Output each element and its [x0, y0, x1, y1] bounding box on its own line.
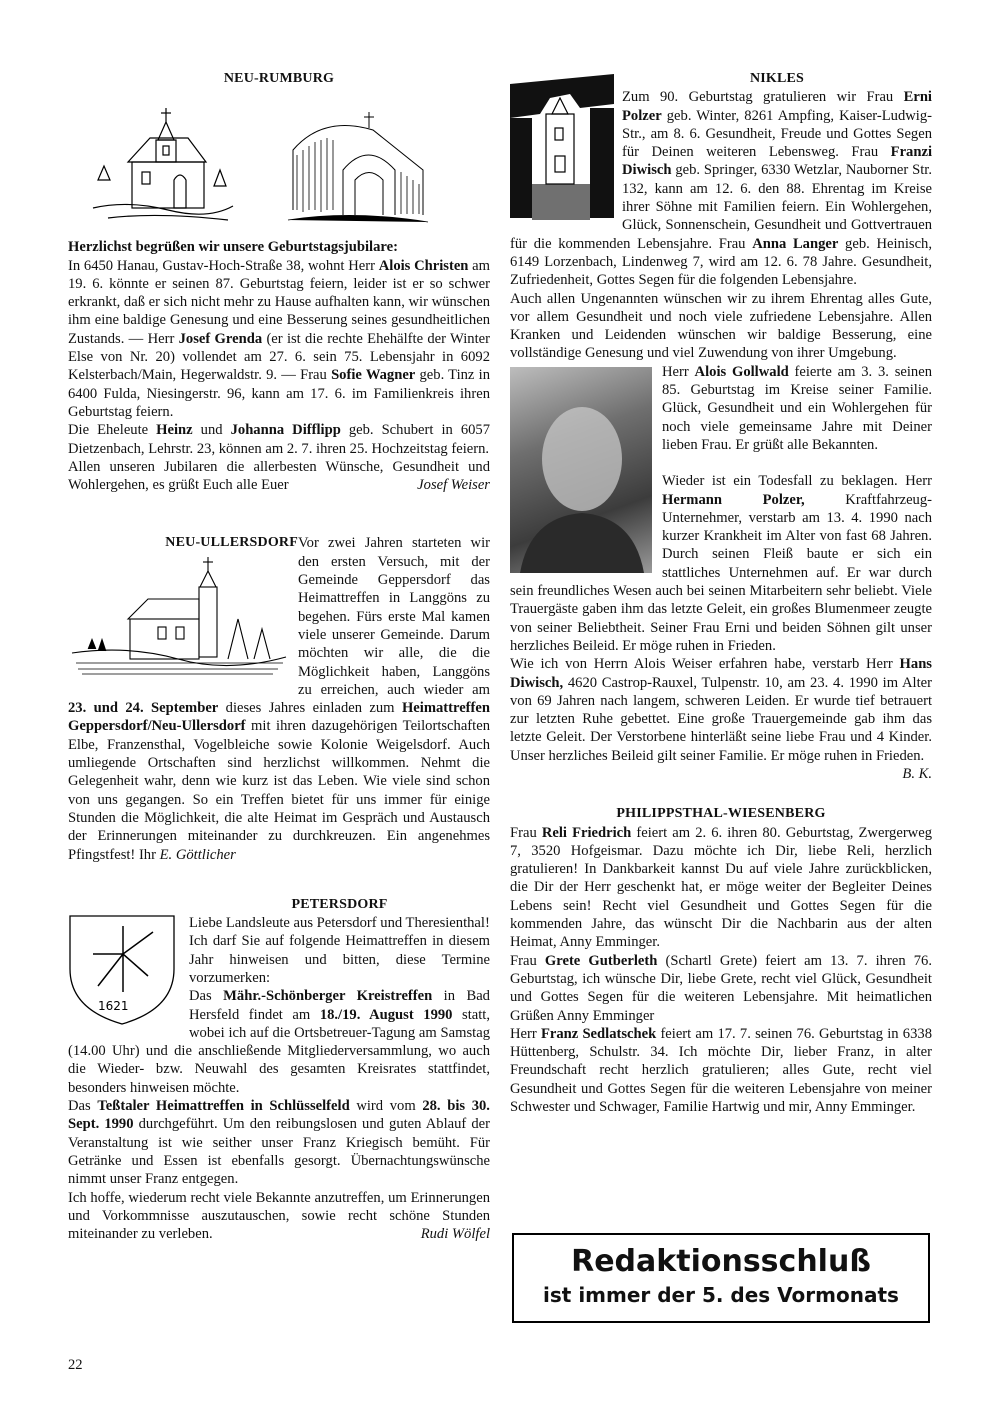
paragraph: Allen unseren Jubilaren die allerbesten Wünsche, Gesundheit und Wohlergehen, es grüßt Euch alle Euer Josef Weiser [68, 458, 490, 494]
coat-of-arms [68, 914, 183, 1029]
portrait-icon [510, 367, 652, 573]
paragraph: Vor zwei Jahren starteten wir den ersten Versuch, mit der Gemeinde Geppersdorf das Heimattreffen in Langgöns zu begehen. Fürs erste Mal kamen viele unserer Gemeinde. Darum möchten wir alle, die die Möglichkeit haben, Langgöns zu erreichen, auch wieder am 23. und 24. September dieses Jahres einladen zum Heimattreffen Geppersdorf/Neu-Ullersdorf mit ihren dazugehörigen Teilortschaften Elbe, Franzensthal, Vogelbleiche sowie Kolonie Weigelsdorf. Auch umliegende Ortschaften sind herzlichst willkommen. Nehmt die Gelegenheit wahr, denn wie kurz ist das Leben. Wie viele sind schon von uns gegangen. So ein Treffen bietet für uns immer für einige Stunden die Möglichkeit, die alte Heimat im Gespräch und Austausch der Erinnerungen miteinander zu durchkreuzen. Ein angenehmes Pfingstfest! Ihr E. Göttlicher [68, 535, 490, 863]
crest-year: 1621 [98, 998, 129, 1013]
portrait-photo [510, 367, 652, 573]
article-nikles [510, 70, 932, 783]
heading-nikles: NIKLES [749, 71, 805, 86]
village-church-drawing-icon [68, 553, 288, 678]
paragraph: Ich darf Sie auf folgende Heimattreffen in diesem Jahr hinweisen und bitten, diese Termine vorzumerken: [189, 933, 490, 986]
signature: B. K. [902, 765, 932, 782]
signature: Josef Weiser [417, 477, 490, 494]
chapel-drawing-icon [88, 100, 238, 228]
paragraph: Liebe Landsleute aus Petersdorf und Theresienthal! [189, 915, 490, 932]
paragraph: Ich hoffe, wiederum recht viele Bekannte anzutreffen, um Erinnerungen und Vorkommnisse auszutauschen, sowie recht schöne Stunden miteinander zu verleben. Rudi Wölfel [68, 1189, 490, 1243]
signature: Rudi Wölfel [420, 1226, 490, 1243]
heading-neu-ullersdorf: NEU-ULLERSDORF [165, 535, 298, 551]
church-illustration [68, 534, 298, 684]
paragraph: Auch allen Ungenannten wünschen wir zu ihrem Ehrentag alles Gute, vor allem Gesundheit und noch viele zufriedene Lebensjahre. Allen Kranken und Leidenden wünschen wir baldige Besserung, eine vollständige Genesung und viel Zuwendung von ihrer Umgebung. [510, 290, 932, 362]
deadline-notice-box [512, 1233, 930, 1323]
right-column [510, 70, 932, 1116]
paragraph: Zum 90. Geburtstag gratulieren wir Frau Erni Polzer geb. Winter, 8261 Ampfing, Kaiser-Ludwig-Str., am 8. 6. Gesundheit, Freude und Gottes Segen für Deinen weiteren Lebensweg. Frau Franzi Diwisch geb. Springer, 6330 Wetzlar, Nauborner Str. 132, kann am 12. 6. den 88. Ehrentag im Kreise ihrer Söhne mit Familien feiern. Ein Wohlergehen, Glück, Sonnenschein, Gesundheit und Gottvertrauen für die kommenden Lebensjahre. Frau Anna Langer geb. Heinisch, 6149 Lorzenbach, Lindenweg 7, wird am 12. 6. 78 Jahre. Gesundheit, Zufriedenheit, Gottes Segen für die folgenden Lebensjahre. [510, 89, 932, 289]
article-neu-rumburg [68, 70, 490, 494]
notice-title: Redaktionsschluß [571, 1244, 871, 1279]
article-philippsthal-wiesenberg [510, 805, 932, 1116]
heading-neu-rumburg: NEU-RUMBURG [223, 71, 335, 86]
chapel-woodcut-icon [510, 74, 614, 220]
shrine-drawing-icon [283, 110, 433, 228]
paragraph: Frau Grete Gutberleth (Schartl Grete) feiert am 13. 7. ihren 76. Geburtstag, ich wünsche Dir, liebe Grete, recht viel Glück, Gesundheit und Gottes Segen für die weiteren Lebensjahre. Mit heimatlichen Grüßen Anny Emminger [510, 952, 932, 1024]
page-number: 22 [68, 1357, 83, 1373]
nikles-illustration [510, 74, 616, 224]
left-column [68, 70, 490, 1243]
paragraph: Wie ich von Herrn Alois Weiser erfahren habe, verstarb Herr Hans Diwisch, 4620 Castrop-Rauxel, Tulpenstr. 10, am 23. 4. 1990 im Alter von 69 Jahren nach langem, schweren Leiden. Er wurde tief betrauert zur letzten Ruhe gebettet. Eine große Trauergemeinde gab ihm das letzte Geleit. Der Verstorbene hinterläßt seine liebe Frau und 4 Kinder. Unser herzliches Beileid gilt seiner Familie. Er möge ruhen in Frieden. B. K. [510, 656, 932, 782]
article-petersdorf [68, 896, 490, 1244]
paragraph: Herr Franz Sedlatschek feiert am 17. 7. seinen 76. Geburtstag in 6338 Hüttenberg, Schulstr. 34. Ich möchte Dir, lieber Franz, in alter Freundschaft recht herzlich gratulieren; alles Gute, recht viel Gesundheit und Gottes Segen für die weiteren Lebensjahre von meiner Schwester und Schwager, Familie Hartwig und mir, Anny Emminger. [510, 1025, 932, 1116]
notice-subtitle: ist immer der 5. des Vormonats [543, 1283, 899, 1307]
crest-shield-icon [68, 914, 178, 1026]
intro-neu-rumburg: Herzlichst begrüßen wir unsere Geburtstagsjubilare: [68, 239, 398, 256]
paragraph: In 6450 Hanau, Gustav-Hoch-Straße 38, wohnt Herr Alois Christen am 19. 6. könnte er seinen 87. Geburtstag feiern, leider ist er so schwer erkrankt, daß er sich nicht mehr zu Hause aufhalten kann, wir wünschen ihm eine baldige Genesung und eine Besserung seines gesundheitlichen Zustands. — Herr Josef Grenda (er ist die rechte Ehehälfte der Winter Else von Nr. 20) vollendet am 27. 6. sein 75. Lebensjahr in 6092 Kelsterbach/Main, Hegerwaldstr. 9. — Frau Sofie Wagner geb. Tinz in 6400 Fulda, Niesingerstr. 96, kann am 17. 6. im Familienkreis ihren Geburtstag feiern. [68, 257, 491, 420]
illustrations-neu-rumburg [68, 88, 490, 238]
paragraph: Die Eheleute Heinz und Johanna Difflipp geb. Schubert in 6057 Dietzenbach, Lehrstr. 23, können am 2. 7. ihren 25. Hochzeitstag feiern. [68, 422, 491, 457]
paragraph: Das Mähr.-Schönberger Kreistreffen in Bad Hersfeld findet am 18./19. August 1990 statt, wobei ich auf die Ortsbetreuer-Tagung am Samstag (14.00 Uhr) und die anschließende Mitgliederversammlung, wo auch die Wieder- bzw. Neuwahl des gesamten Kreisrates stattfindet, besonders hinweisen möchte. [68, 988, 491, 1096]
paragraph: Frau Reli Friedrich feiert am 2. 6. ihren 80. Geburtstag, Zwergerweg 7, 3520 Hofgeismar. Dazu möchte ich Dir, liebe Reli, herzlich gratulieren! In Dankbarkeit kannst Du auf viele Jahre zurückblicken, die Dir der Herr geschenkt hat, er möge weiter der Begleiter Deines Lebens sein! Recht viel Gesundheit und Gottes Segen für die kommenden Jahre, das wünscht Dir die Nachbarin aus der alten Heimat, Anny Emminger. [510, 824, 932, 951]
heading-petersdorf: PETERSDORF [291, 896, 388, 912]
paragraph: Wieder ist ein Todesfall zu beklagen. Herr Hermann Polzer, Kraftfahrzeug-Unternehmer, verstarb am 13. 4. 1990 nach kurzer Krankheit im Alter von fast 68 Jahren. Durch seinen Fleiß baute er sich ein stattliches Unternehmen auf. Er war durch sein freundliches Wesen auch bei seinen Mitarbeitern sehr beliebt. Viele Trauergäste gaben ihm das letzte Geleit, ein großes Blumenmeer zeugte von seiner Beliebtheit. Seiner Frau Erni und beiden Söhnen gilt unser herzliches Beileid. Er möge ruhen in Frieden. [510, 473, 932, 654]
heading-philippsthal-wiesenberg: PHILIPPSTHAL-WIESENBERG [616, 806, 826, 822]
article-neu-ullersdorf [68, 534, 490, 863]
signature: E. Göttlicher [159, 846, 236, 863]
paragraph: Das Teßtaler Heimattreffen in Schlüsselfeld wird vom 28. bis 30. Sept. 1990 durchgeführt. Um den reibungslosen und guten Ablauf der Veranstaltung ist wie seither unser Franz Kriegisch bemüht. Für Getränke und Essen ist ebenfalls gesorgt. Übernachtungswünsche nimmt unser Franz entgegen. [68, 1098, 490, 1188]
paragraph: Herr Alois Gollwald feierte am 3. 3. seinen 85. Geburtstag im Kreise seiner Familie. Glück, Gesundheit und ein Wohlergehen für noch viele gemeinsame Jahre mit Deiner lieben Frau. Er grüßt alle Bekannten. [662, 363, 932, 453]
